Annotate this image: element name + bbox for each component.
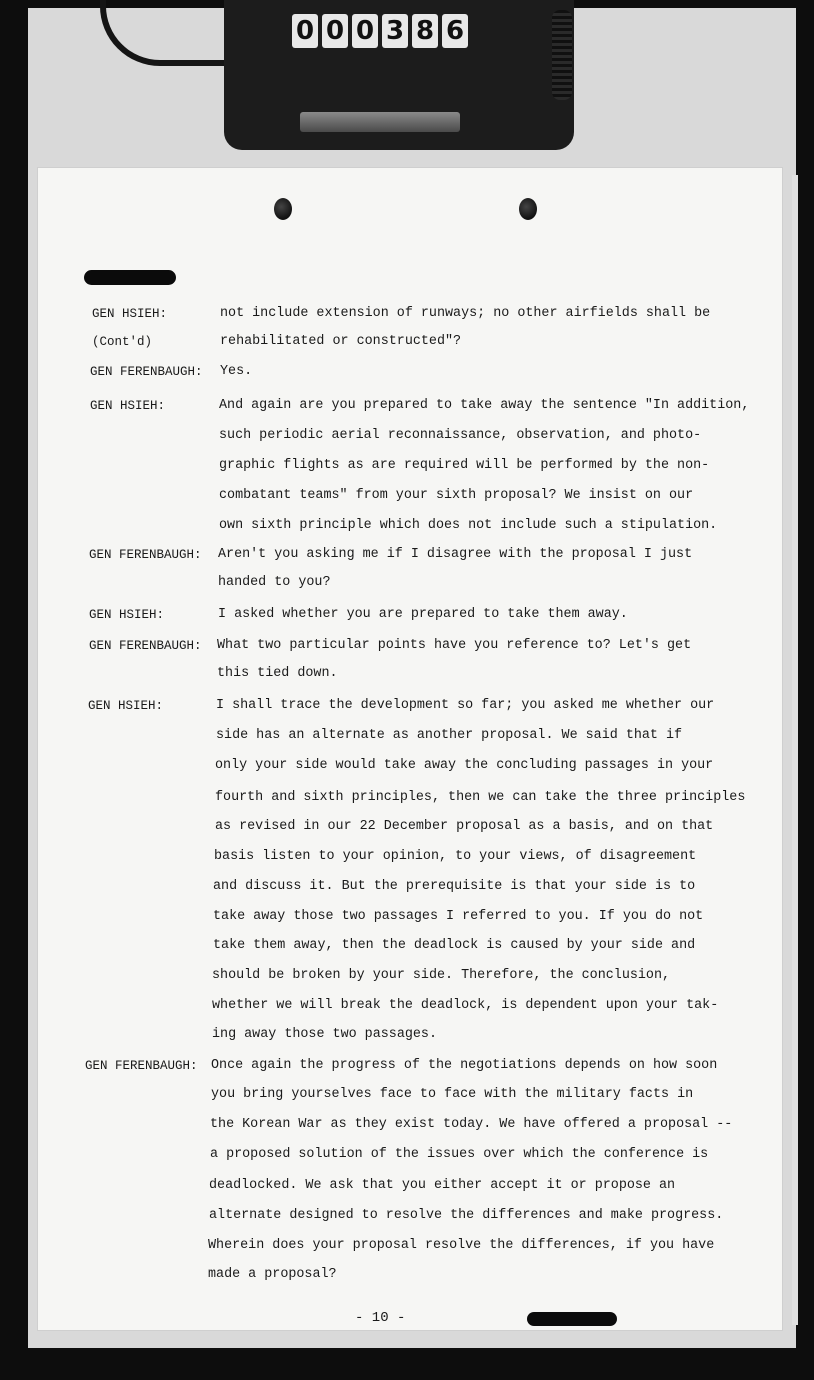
transcript-line: take them away, then the deadlock is caused by your side and <box>213 938 696 953</box>
redaction-mark <box>527 1312 617 1326</box>
transcript-line: only your side would take away the concluding passages in your <box>215 758 714 773</box>
counter-digit: 6 <box>442 14 468 48</box>
transcript-line: basis listen to your opinion, to your views, of disagreement <box>214 849 697 864</box>
speaker-label: GEN FERENBAUGH: <box>89 548 202 562</box>
transcript-line: Aren't you asking me if I disagree with the proposal I just <box>218 547 693 562</box>
punch-hole <box>274 198 292 220</box>
page-edge <box>792 175 798 1325</box>
counter-digit: 0 <box>352 14 378 48</box>
transcript-line: I asked whether you are prepared to take them away. <box>218 607 628 622</box>
redaction-mark <box>84 270 176 285</box>
page-number: - 10 - <box>355 1310 406 1326</box>
transcript-line: Wherein does your proposal resolve the differences, if you have <box>208 1238 715 1253</box>
transcript-line: fourth and sixth principles, then we can take the three principles <box>215 790 746 805</box>
counter-digit: 0 <box>292 14 318 48</box>
transcript-line: not include extension of runways; no other airfields shall be <box>220 306 711 321</box>
counter-knob <box>552 10 572 100</box>
speaker-label: GEN HSIEH: <box>89 608 165 622</box>
speaker-label: (Cont'd) <box>92 335 153 349</box>
transcript-line: side has an alternate as another proposal. We said that if <box>216 728 683 743</box>
transcript-line: I shall trace the development so far; you asked me whether our <box>216 698 715 713</box>
counter-digit: 3 <box>382 14 408 48</box>
frame-counter <box>292 14 468 48</box>
counter-plate <box>300 112 460 132</box>
transcript-line: combatant teams" from your sixth proposal? We insist on our <box>219 488 694 503</box>
transcript-line: alternate designed to resolve the differences and make progress. <box>209 1208 724 1223</box>
transcript-line: ing away those two passages. <box>212 1027 437 1042</box>
transcript-line: graphic flights as are required will be performed by the non- <box>219 458 710 473</box>
punch-hole <box>519 198 537 220</box>
counter-digit: 8 <box>412 14 438 48</box>
transcript-line: And again are you prepared to take away the sentence "In addition, <box>219 398 750 413</box>
transcript-line: Once again the progress of the negotiations depends on how soon <box>211 1058 718 1073</box>
speaker-label: GEN FERENBAUGH: <box>85 1059 198 1073</box>
transcript-line: you bring yourselves face to face with the military facts in <box>211 1087 694 1102</box>
transcript-line: a proposed solution of the issues over which the conference is <box>210 1147 709 1162</box>
transcript-line: rehabilitated or constructed"? <box>220 334 462 349</box>
speaker-label: GEN HSIEH: <box>90 399 166 413</box>
transcript-line: whether we will break the deadlock, is dependent upon your tak- <box>212 998 719 1013</box>
transcript-line: own sixth principle which does not include such a stipulation. <box>219 518 718 533</box>
speaker-label: GEN FERENBAUGH: <box>89 639 202 653</box>
transcript-line: take away those two passages I referred to you. If you do not <box>213 909 704 924</box>
speaker-label: GEN FERENBAUGH: <box>90 365 203 379</box>
counter-digit: 0 <box>322 14 348 48</box>
transcript-line: handed to you? <box>218 575 331 590</box>
transcript-line: What two particular points have you reference to? Let's get <box>217 638 692 653</box>
speaker-label: GEN HSIEH: <box>88 699 164 713</box>
transcript-line: the Korean War as they exist today. We have offered a proposal -- <box>210 1117 733 1132</box>
transcript-line: made a proposal? <box>208 1267 337 1282</box>
transcript-line: this tied down. <box>217 666 338 681</box>
transcript-line: should be broken by your side. Therefore, the conclusion, <box>212 968 671 983</box>
transcript-line: such periodic aerial reconnaissance, observation, and photo- <box>219 428 702 443</box>
transcript-line: Yes. <box>220 364 253 379</box>
speaker-label: GEN HSIEH: <box>92 307 168 321</box>
transcript-line: as revised in our 22 December proposal as a basis, and on that <box>215 819 714 834</box>
transcript-line: and discuss it. But the prerequisite is that your side is to <box>213 879 696 894</box>
transcript-line: deadlocked. We ask that you either accept it or propose an <box>209 1178 676 1193</box>
